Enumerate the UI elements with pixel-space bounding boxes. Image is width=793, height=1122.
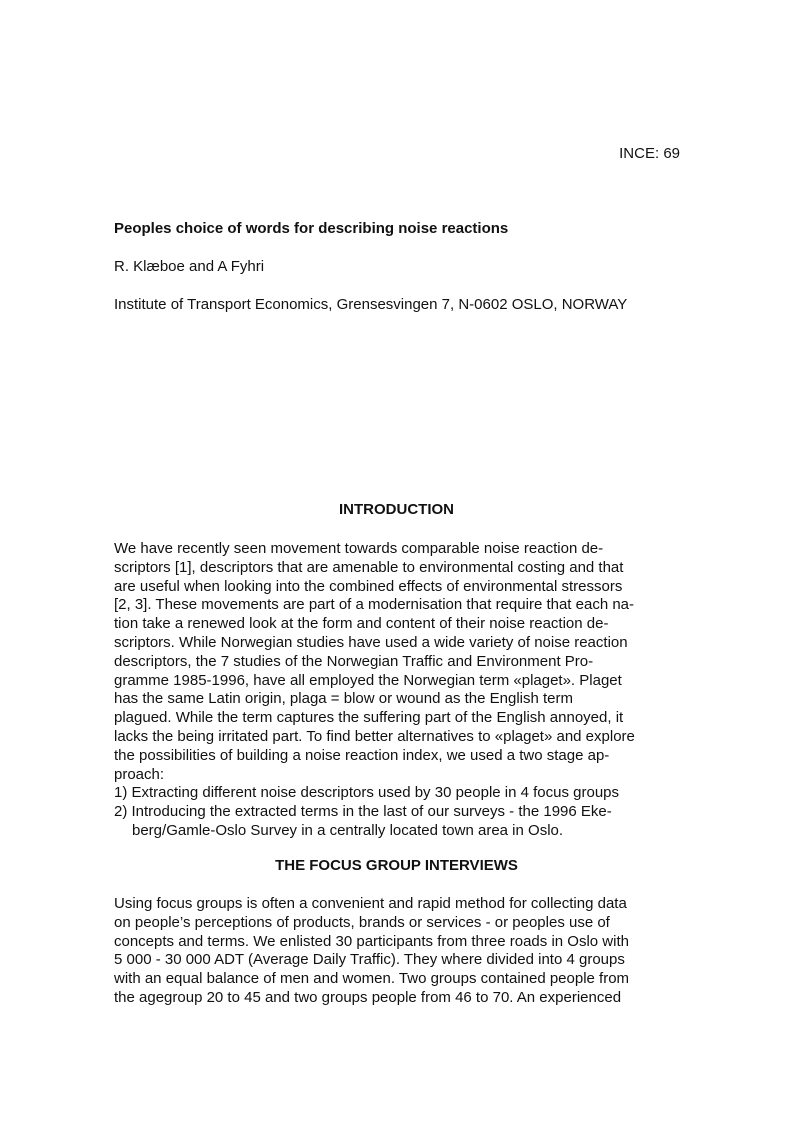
affiliation: Institute of Transport Economics, Grensesvingen 7, N-0602 OSLO, NORWAY [114,296,628,313]
text-line: has the same Latin origin, plaga = blow or wound as the English term [114,690,574,708]
text-line: concepts and terms. We enlisted 30 participants from three roads in Oslo with [114,932,629,950]
text-line: the agegroup 20 to 45 and two groups people from 46 to 70. An experienced [114,988,622,1006]
text-line: gramme 1985-1996, have all employed the Norwegian term «plaget». Plaget [114,671,622,689]
authors: R. Klæboe and A Fyhri [114,258,265,275]
text-line: proach: [114,765,165,783]
text-line: 5 000 - 30 000 ADT (Average Daily Traffic). They where divided into 4 groups [114,951,625,969]
text-line: We have recently seen movement towards comparable noise reaction de- [114,540,604,557]
section-heading-introduction: INTRODUCTION [339,501,454,518]
text-line: [2, 3]. These movements are part of a modernisation that require that each na- [114,596,635,614]
text-line: the possibilities of building a noise reaction index, we used a two stage ap- [114,746,610,764]
list-item-continuation: berg/Gamle-Oslo Survey in a centrally located town area in Oslo. [132,821,564,839]
list-item: 2) Introducing the extracted terms in the last of our surveys - the 1996 Eke- [114,803,612,821]
focus-groups-body [114,895,682,1008]
section-heading-focus-groups: THE FOCUS GROUP INTERVIEWS [275,857,518,874]
text-line: on people’s perceptions of products, brands or services - or peoples use of [114,913,610,931]
text-line: lacks the being irritated part. To find better alternatives to «plaget» and explore [114,727,635,745]
text-line: with an equal balance of men and women. Two groups contained people from [114,970,630,988]
text-line: scriptors. While Norwegian studies have used a wide variety of noise reaction [114,633,628,651]
text-line: scriptors [1], descriptors that are amenable to environmental costing and that [114,558,624,576]
text-line: are useful when looking into the combined effects of environmental stressors [114,577,623,595]
list-item: 1) Extracting different noise descriptors used by 30 people in 4 focus groups [114,784,620,802]
paper-title: Peoples choice of words for describing noise reactions [114,220,509,237]
introduction-body [114,540,682,841]
text-line: descriptors, the 7 studies of the Norwegian Traffic and Environment Pro- [114,652,594,670]
conference-code: INCE: 69 [619,145,680,162]
text-line: Using focus groups is often a convenient and rapid method for collecting data [114,895,627,912]
text-line: plagued. While the term captures the suffering part of the English annoyed, it [114,709,624,727]
text-line: tion take a renewed look at the form and content of their noise reaction de- [114,615,609,633]
